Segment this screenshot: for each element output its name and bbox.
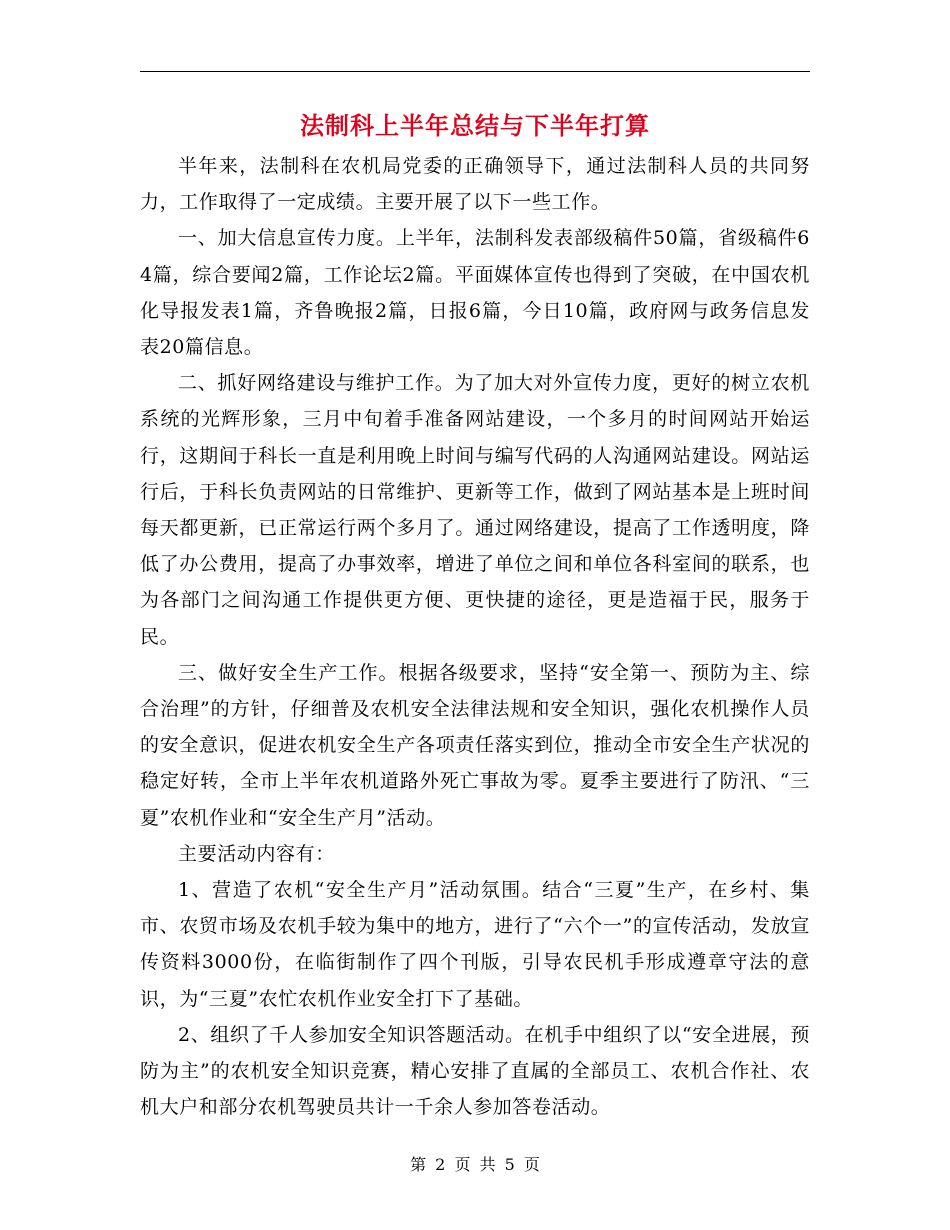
paragraph-activities-heading: 主要活动内容有： [178, 842, 335, 865]
paragraph-activity-2: 2、组织了千人参加安全知识答题活动。在机手中组织了以“安全进展，预防为主”的农机安全知识竞赛，精心安排了直属的全部员工、农机合作社、农机大户和部分农机驾驶员共计一千余人参加答卷活动。 [140, 1023, 810, 1119]
paragraph-section-2: 二、抓好网络建设与维护工作。为了加大对外宣传力度，更好的树立农机系统的光辉形象，三月中旬着手准备网站建设，一个多月的时间网站开始运行，这期间于科长一直是利用晚上时间与编写代码的人沟通网站建设。网站运行后，于科长负责网站的日常维护、更新等工作，做到了网站基本是上班时间每天都更新，已正常运行两个多月了。通过网络建设，提高了工作透明度，降低了办公费用，提高了办事效率，增进了单位之间和单位各科室间的联系，也为各部门之间沟通工作提供更方便、更快捷的途径，更是造福于民，服务于民。 [140, 372, 810, 648]
paragraph-activity-1: 1、营造了农机“安全生产月”活动氛围。结合“三夏”生产，在乡村、集市、农贸市场及农机手较为集中的地方，进行了“六个一”的宣传活动，发放宣传资料3000份，在临街制作了四个刊版，引导农民机手形成遵章守法的意识，为“三夏”农忙农机作业安全打下了基础。 [140, 879, 810, 1010]
document-body [140, 148, 810, 1125]
paragraph-section-1: 一、加大信息宣传力度。上半年，法制科发表部级稿件50篇，省级稿件64篇，综合要闻2篇，工作论坛2篇。平面媒体宣传也得到了突破，在中国农机化导报发表1篇，齐鲁晚报2篇，日报6篇，今日10篇，政府网与政务信息发表20篇信息。 [140, 227, 810, 359]
header-rule [140, 71, 810, 72]
document-title: 法制科上半年总结与下半年打算 [300, 111, 650, 140]
paragraph-intro: 半年来，法制科在农机局党委的正确领导下，通过法制科人员的共同努力，工作取得了一定成绩。主要开展了以下一些工作。 [140, 155, 810, 214]
paragraph-section-3: 三、做好安全生产工作。根据各级要求，坚持“安全第一、预防为主、综合治理”的方针，仔细普及农机安全法律法规和安全知识，强化农机操作人员的安全意识，促进农机安全生产各项责任落实到位，推动全市安全生产状况的稳定好转，全市上半年农机道路外死亡事故为零。夏季主要进行了防汛、“三夏”农机作业和“安全生产月”活动。 [140, 661, 810, 829]
page-number: 第 2 页 共 5 页 [410, 1155, 540, 1174]
